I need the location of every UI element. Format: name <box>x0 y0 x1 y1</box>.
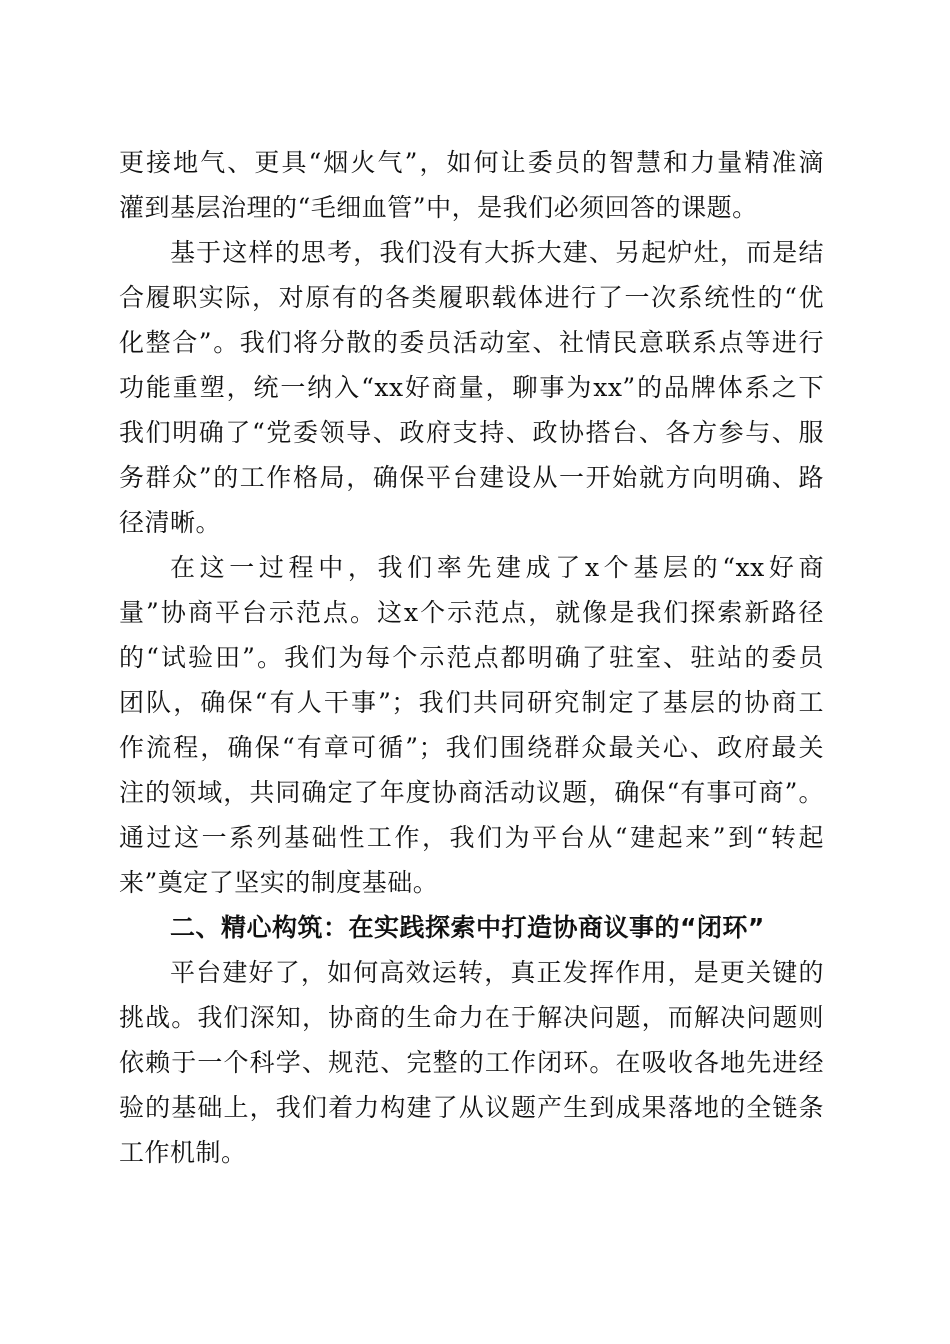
paragraph-line: 务群众”的工作格局，确保平台建设从一开始就方向明确、路 <box>119 463 824 492</box>
paragraph-line: 我们明确了“党委领导、政府支持、政协搭台、各方参与、服 <box>119 418 824 447</box>
paragraph-line: 平台建好了，如何高效运转，真正发挥作用，是更关键的 <box>170 958 824 987</box>
paragraph-line: 量”协商平台示范点。这x个示范点，就像是我们探索新路径 <box>119 598 824 627</box>
section-heading: 二、精心构筑：在实践探索中打造协商议事的“闭环” <box>170 913 765 942</box>
paragraph-line: 合履职实际，对原有的各类履职载体进行了一次系统性的“优 <box>119 283 824 312</box>
paragraph-line: 依赖于一个科学、规范、完整的工作闭环。在吸收各地先进经 <box>119 1048 824 1077</box>
paragraph-line: 作流程，确保“有章可循”；我们围绕群众最关心、政府最关 <box>119 733 824 762</box>
paragraph-line: 化整合”。我们将分散的委员活动室、社情民意联系点等进行 <box>119 328 824 357</box>
paragraph-line: 基于这样的思考，我们没有大拆大建、另起炉灶，而是结 <box>170 238 824 267</box>
paragraph-line: 功能重塑，统一纳入“xx好商量，聊事为xx”的品牌体系之下 <box>119 373 824 402</box>
paragraph-line: 工作机制。 <box>119 1138 247 1167</box>
paragraph-line: 更接地气、更具“烟火气”，如何让委员的智慧和力量精准滴 <box>119 148 824 177</box>
paragraph-line: 在这一过程中，我们率先建成了x个基层的“xx好商 <box>170 553 824 582</box>
paragraph-line: 通过这一系列基础性工作，我们为平台从“建起来”到“转起 <box>119 823 824 852</box>
paragraph-line: 径清晰。 <box>119 508 222 537</box>
paragraph-line: 的“试验田”。我们为每个示范点都明确了驻室、驻站的委员 <box>119 643 824 672</box>
paragraph-line: 注的领域，共同确定了年度协商活动议题，确保“有事可商”。 <box>119 778 824 807</box>
paragraph-line: 团队，确保“有人干事”；我们共同研究制定了基层的协商工 <box>119 688 824 717</box>
paragraph-line: 灌到基层治理的“毛细血管”中，是我们必须回答的课题。 <box>119 193 758 222</box>
paragraph-line: 来”奠定了坚实的制度基础。 <box>119 868 439 897</box>
paragraph-line: 验的基础上，我们着力构建了从议题产生到成果落地的全链条 <box>119 1093 824 1122</box>
paragraph-line: 挑战。我们深知，协商的生命力在于解决问题，而解决问题则 <box>119 1003 824 1032</box>
